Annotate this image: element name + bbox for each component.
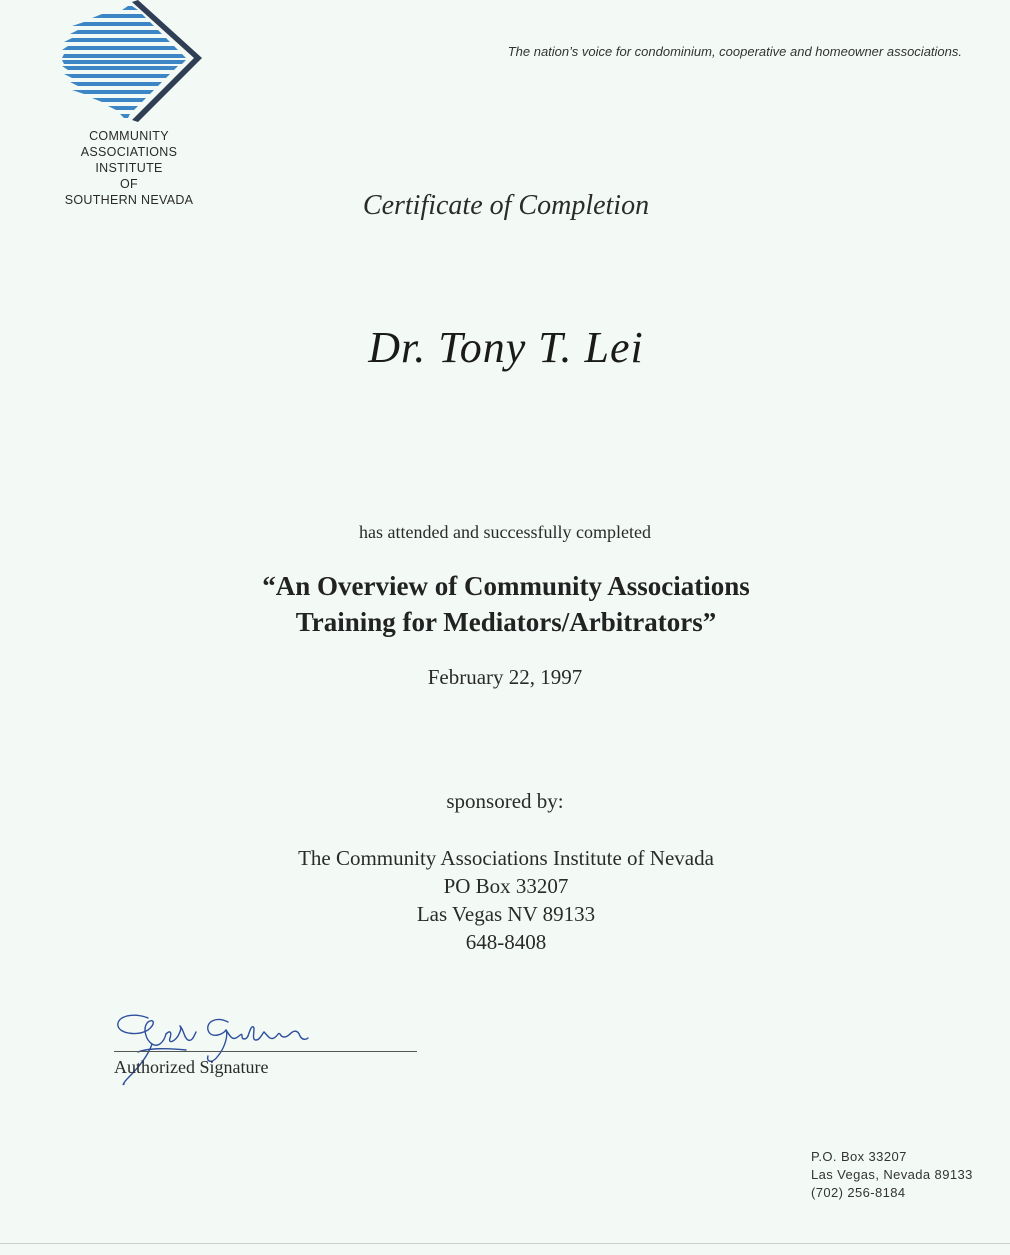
sponsor-details [206,844,806,956]
organization-name-line: OF [120,177,138,191]
footer-address-line: (702) 256-8184 [811,1185,906,1200]
sponsor-line: The Community Associations Institute of Nevada [298,846,714,870]
tagline: The nation’s voice for condominium, cooperative and homeowner associations. [507,44,962,59]
sponsor-line: PO Box 33207 [443,874,569,898]
page-bottom-divider [0,1243,1010,1244]
completion-date: February 22, 1997 [427,665,583,689]
organization-name-line: ASSOCIATIONS [80,145,178,159]
course-title-line: “An Overview of Community Associations [262,571,750,601]
footer-address [811,1148,1001,1202]
organization-name-line: INSTITUTE [95,161,163,175]
organization-name-line: SOUTHERN NEVADA [64,193,194,207]
recipient-name: Dr. Tony T. Lei [368,323,644,372]
sponsor-line: 648-8408 [465,930,547,954]
completion-statement: has attended and successfully completed [359,522,651,542]
course-title-line: Training for Mediators/Arbitrators” [295,607,717,637]
footer-address-line: Las Vegas, Nevada 89133 [811,1167,973,1182]
sponsor-line: Las Vegas NV 89133 [416,902,596,926]
signature-label: Authorized Signature [114,1057,269,1077]
sponsored-by-label: sponsored by: [446,789,564,813]
certificate-title: Certificate of Completion [362,190,650,221]
course-title [160,568,852,640]
signature-line [114,1051,417,1052]
organization-name-line: COMMUNITY [89,129,169,143]
organization-name [40,128,218,208]
chevron-arrow-logo-icon [62,0,204,124]
footer-address-line: P.O. Box 33207 [811,1149,907,1164]
